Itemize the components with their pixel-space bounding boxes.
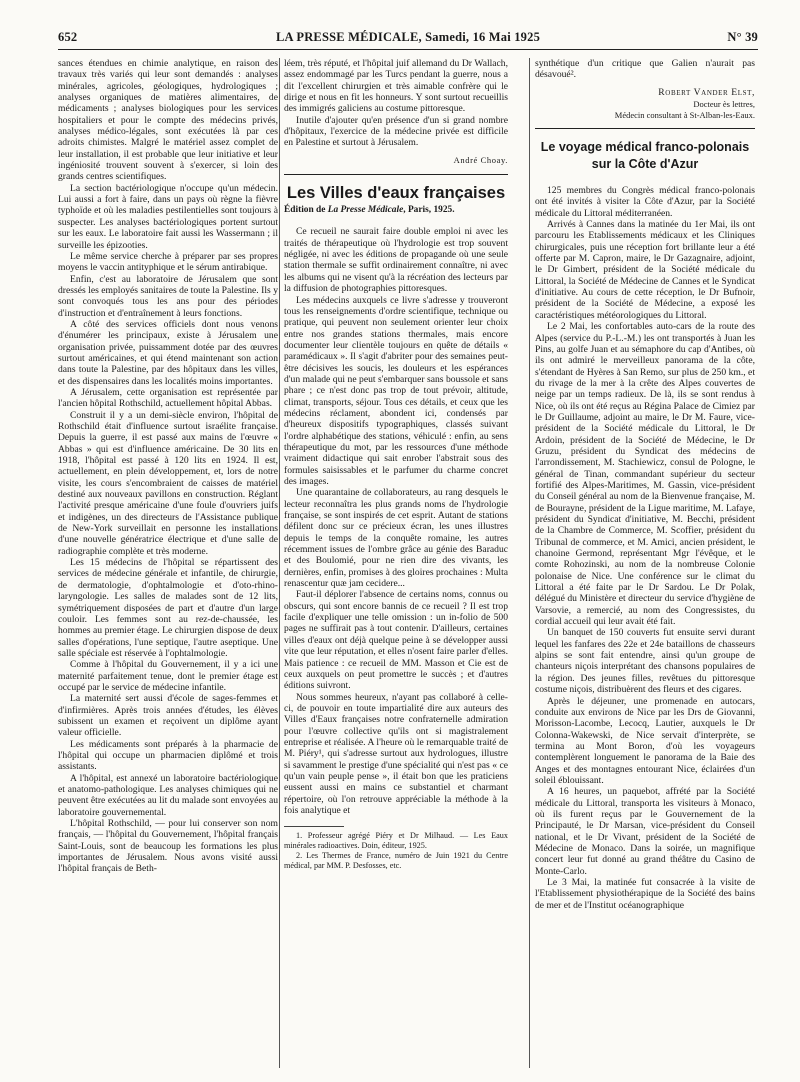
paragraph: Un banquet de 150 couverts fut ensuite servi durant lequel les fanfares des 22e et 24e bataillons de chasseurs alpins se sont fait entendre, ainsi qu'un groupe de chanteurs niçois interprétant des chansons populaires de la région. Des jeunes filles, revêtues du pittoresque costume niçois, distribuèrent des fleurs et des cigares. xyxy=(535,627,755,696)
paragraph: A côté des services officiels dont nous venons d'énumérer les principaux, existe à Jérusalem une organisation privée, puissamment dotée par des œuvres surtout américaines, et qui étend maintenant son action dans toute la Palestine, par des hôpitaux dans les villes, et des dispensaires dans les localités moins importantes. xyxy=(58,318,278,387)
paragraph: Les 15 médecins de l'hôpital se répartissent des services de médecine générale et infantile, de chirurgie, de dermatologie, d'ophtalmologie et d'oto-rhino-laryngologie. Les salles de malades sont de 12 lits, symétriquement disposées de part et d'autre d'un large couloir. Les femmes sont au rez-de-chaussée, les hommes au premier étage. Le chirurgien dispose de deux salles d'opérations, l'une septique, l'autre aseptique. Une salle spéciale est réservée à l'ophtalmologie. xyxy=(58,557,278,659)
paragraph: La maternité sert aussi d'école de sages-femmes et d'infirmières. Après trois années d'études, les élèves subissent un examen et reçoivent un diplôme ayant valeur officielle. xyxy=(58,693,278,739)
paragraph: Comme à l'hôpital du Gouvernement, il y a ici une maternité parfaitement tenue, dont le premier étage est occupé par le service de médecine infantile. xyxy=(58,659,278,693)
section-rule xyxy=(535,128,755,129)
page-number: 652 xyxy=(58,30,78,44)
paragraph: Les médicaments sont préparés à la pharmacie de l'hôpital qui occupe un pharmacien diplômé et trois assistants. xyxy=(58,738,278,773)
paragraph: léem, très réputé, et l'hôpital juif allemand du Dr Wallach, assez endommagé par les Turcs pendant la guerre, nous a dit l'excellent chirurgien et très aimable confrère qui le dirige et nous en fit les honneurs. Y sont surtout recueillis des immigrés galiciens au costume pittoresque. xyxy=(284,58,508,115)
column-3 xyxy=(535,58,755,911)
author-title: Docteur ès lettres, xyxy=(693,99,755,110)
paragraph: A 16 heures, un paquebot, affrété par la Société médicale du Littoral, transporta les visiteurs à Monaco, où ils furent reçus par le Gouvernement de la Principauté, le Dr Marsan, vice-président du Conseil national, et le Dr Vivant, président de la Société de Médecine de Monaco. Dans la soirée, un magnifique concert leur fut donné au grand théâtre du Casino de Monte-Carlo. xyxy=(535,786,755,877)
footnote: 1. Professeur agrégé Piéry et Dr Milhaud. — Les Eaux minérales radioactives. Doin, éditeur, 1925. xyxy=(284,831,508,851)
column-divider xyxy=(529,58,530,1068)
column-1 xyxy=(58,58,278,875)
paragraph: Après le déjeuner, une promenade en autocars, conduite aux environs de Nice par les Drs de Giovanni, Morisson-Lacombe, Lecocq, Lautier, auxquels le Dr Colonna-Wakewski, de Nice servait d'interprète, se termina au Mont Boron, d'où les voyageurs contemplèrent longuement le panorama de la Baie des Anges et des montagnes entourant Nice, éclairées d'un soleil éblouissant. xyxy=(535,695,755,786)
paragraph: Une quarantaine de collaborateurs, au rang desquels le lecteur reconnaîtra les plus grands noms de l'hydrologie française, se sont inspirés de cet esprit. Autant de stations défilent donc sur ce précieux écran, les unes illustres depuis le temps de la conquête romaine, les autres récemment issues de l'ombre grâce au génie des Baraduc et des Boulomié, pour ne rien dire des vivants, les dernières, enfin, promises à des gloires prochaines : Multa renascentur quæ jam cecidere... xyxy=(284,487,508,590)
paragraph: Le 2 Mai, les confortables auto-cars de la route des Alpes (service du P.-L.-M.) les ont transportés à Juan les Pins, au golfe Juan et au sémaphore du cap d'Antibes, où ils ont admiré le merveilleux panorama de la côte, s'étendant de Hyères à San Remo, sur plus de 250 km., et du rivage de la mer à la crête des Alpes couvertes de neige par un temps radieux. De là, ils se sont rendus à Nice, où ils ont été reçus au Régina Palace de Cimiez par le Dr Guillaume, adjoint au maire, le Dr M. Faure, vice-président de la Société médicale du Littoral, le Dr Ardoin, président de la Société de Médecine, le Dr Gruzu, président du Syndicat des médecins de l'arrondissement, M. Stachiewicz, consul de Pologne, le général de Tinan, commandant supérieur du secteur fortifié des Alpes-Maritimes, M. Gassin, vice-président du Conseil général au nom de la Bienvenue française, M. de Bourayne, président de la Ligue maritime, M. Lafaye, président du Syndicat d'initiative, M. Becchi, président de la Chambre de Commerce, M. Scoffier, président du Tribunal de commerce, et M. Amici, ancien président, le chanoine Germond, représentant Mgr l'évêque, et le comte Rohozinski, au nom de la nombreuse Colonie polonaise de Nice. Une conférence sur le climat du Littoral a été faite par le Dr Sardou. Le Dr Polak, délégué du Ministère et directeur du service d'hygiène de Varsovie, a remercié, au nom des Congressistes, du cordial accueil qui leur avait été fait. xyxy=(535,321,755,628)
paragraph: Arrivés à Cannes dans la matinée du 1er Mai, ils ont parcouru les Etablissements médicaux et les Cliniques chirurgicales, puis une réception fort brillante leur a été offerte par M. Capron, maire, le Dr Gazagnaire, adjoint, le Dr Gimbert, président de la Société médicale du Littoral, la Société de Médecine de Cannes et le Syndicat d'initiative. Au cours de cette réception, le Dr Bufnoir, président de la Société de Médecine, a exposé les caractéristiques météorologiques du Littoral. xyxy=(535,219,755,321)
paragraph: A l'hôpital, est annexé un laboratoire bactériologique et anatomo-pathologique. Les analyses chimiques qui ne peuvent être exécutées au lit du malade sont envoyées au laboratoire gouvernemental. xyxy=(58,772,278,818)
paragraph: sances étendues en chimie analytique, en raison des travaux très variés qui leur sont demandés : analyses minérales, agricoles, géologiques, hydrologiques ; analyses organiques de matières alimentaires, de médicaments ; analyses biologiques pour les services hospitaliers et pour le compte des médecins privés, analyses médico-légales, sont exécutées là par ces adroits chimistes. Malgré le matériel assez complet de leur installation, il est probable que leur initiative et leur ingéniosité trouvent souvent à s'exercer, si loin des grands centres scientifiques. xyxy=(58,58,278,183)
journal-name: La Presse Médicale xyxy=(327,205,404,216)
paragraph: Les médecins auxquels ce livre s'adresse y trouveront tous les renseignements d'ordre scientifique, technique ou pratique, qui peuvent non seulement orienter leur choix entre nos grandes stations thermales, mais encore documenter leur clientèle toujours en quête de détails « paramédicaux ». Il s'agit d'abriter pour des semaines peut-être décisives les soucis, les douleurs et les espérances d'un malade qui ne peut s'embarquer sans boussole et sans phare ; ce n'est donc pas trop de tout prévoir, altitude, climat, transports, séjour. Tous ces détails, et ceux que les médecins réclament, abondent ici, condensés par d'heureux dispositifs typographiques, classés suivant l'ordre alphabétique des stations, véhiculé : enfin, au sens thérapeutique du mot, par les ressources d'une méthode vraiment didactique qui sait enrober l'abstrait sous des formules saisissables et le parfumer du charme concret des images. xyxy=(284,294,508,487)
article-subtitle: Édition de La Presse Médicale, Paris, 1925. xyxy=(284,205,455,216)
paragraph: Faut-il déplorer l'absence de certains noms, connus ou obscurs, qui sont encore bannis de ce recueil ? Il est trop facile d'expliquer une telle omission : un in-folio de 500 pages ne suffirait pas à tout contenir. D'ailleurs, certaines villes d'eaux ont déjà quelque peine à se développer aussi vite que leur réputation, et elles n'osent faire parler d'elles. Mais patience : ce recueil de MM. Masson et Cie est de ceux auxquels on peut promettre le succès ; et d'autres éditions suivront. xyxy=(284,589,508,692)
issue-number: N° 39 xyxy=(727,30,758,44)
column-2 xyxy=(284,58,508,871)
paragraph: A Jérusalem, cette organisation est représentée par l'ancien hôpital Rothschild, actuellement hôpital Abbas. xyxy=(58,386,278,410)
paragraph: Inutile d'ajouter qu'en présence d'un si grand nombre d'hôpitaux, l'exercice de la médecine privée est difficile en Palestine et surtout à Jérusalem. xyxy=(284,114,508,149)
article-title: Le voyage médical franco-polonais sur la Côte d'Azur xyxy=(540,140,750,172)
section-rule xyxy=(284,174,508,175)
paragraph: 125 membres du Congrès médical franco-polonais ont été invités à visiter la Côte d'Azur, par la Société médicale du Littoral méditerranéen. xyxy=(535,185,755,219)
paragraph: Nous sommes heureux, n'ayant pas collaboré à celle-ci, de pouvoir en toute impartialité dire aux auteurs des Villes d'Eaux françaises notre confraternelle admiration pour l'œuvre collective qu'ils ont si magistralement entreprise et réalisée. A l'heure où le remarquable traité de M. Piéry¹, qui s'adresse surtout aux hydrologues, illustre si savamment le prestige d'une spécialité qui n'est pas « ce qu'un vain peuple pense », il était bon que les praticiens eussent aussi en mains ce substantiel et charmant répertoire, où l'on retrouve appréciable la méthode à la fois analytique et xyxy=(284,691,508,816)
author-signature: Robert Vander Elst, xyxy=(658,86,755,98)
paragraph: La section bactériologique n'occupe qu'un médecin. Lui aussi a fort à faire, dans un pays où règne la fièvre typhoïde et où les maladies pestilentielles sont toujours à suspecter. Les analyses bactériologiques portent surtout sur les eaux. Le laboratoire fait aussi les Wassermann ; il surveille les épizooties. xyxy=(58,182,278,251)
paragraph: Le même service cherche à préparer par ses propres moyens le vaccin antityphique et le sérum antirabique. xyxy=(58,250,278,274)
article-title: Les Villes d'eaux françaises xyxy=(286,184,506,203)
author-affiliation: Médecin consultant à St-Alban-les-Eaux. xyxy=(614,109,755,120)
column-divider xyxy=(279,58,280,1068)
paragraph: L'hôpital Rothschild, — pour lui conserver son nom français, — l'hôpital du Gouvernement, l'hôpital français Saint-Louis, sont de beaucoup les formations les plus importantes de Jérusalem. Nous avons visité aussi l'hôpital français de Beth- xyxy=(58,818,278,875)
journal-title: LA PRESSE MÉDICALE, Samedi, 16 Mai 1925 xyxy=(275,30,541,44)
paragraph: Construit il y a un demi-siècle environ, l'hôpital de Rothschild était d'influence surtout israélite française. Depuis la guerre, il est passé aux mains de l'œuvre « Abbas » qui est d'influence américaine. De 30 lits en 1918, l'hôpital est passé à 120 lits en 1924. Il est, actuellement, en plein développement, et, lors de notre visite, les cours s'encombraient de caisses de matériel destiné aux nouveaux pavillons en construction. Réglant l'activité presque américaine d'une foule d'ouvriers juifs et indigènes, un des directeurs de l'Assistance publique de New-York surveillait en personne les installations d'une nouvelle génératrice électrique et d'une salle de radiographie complète et très moderne. xyxy=(58,409,278,557)
paragraph: Enfin, c'est au laboratoire de Jérusalem que sont dressés les employés sanitaires de toute la Palestine. Ils y sont convoqués tous les ans pour des périodes d'instruction et d'entraînement à leurs fonctions. xyxy=(58,273,278,319)
paragraph: Le 3 Mai, la matinée fut consacrée à la visite de l'Etablissement physiothérapique de la Société des bains de mer et de l'Institut océanographique xyxy=(535,877,755,911)
footnote: 2. Les Thermes de France, numéro de Juin 1921 du Centre médical, par MM. P. Desfosses, etc. xyxy=(284,851,508,871)
paragraph: Ce recueil ne saurait faire double emploi ni avec les traités de thérapeutique où l'hydrologie est trop souvent négligée, ni avec les éditions de propagande où une seule station thermale se suffit ordinairement connaître, ni avec les albums qui ne visent qu'à la récréation des lecteurs par la diffusion de photographies pittoresques. xyxy=(284,226,508,295)
running-header xyxy=(58,30,758,50)
footnote-rule xyxy=(284,826,344,827)
header-rule xyxy=(58,49,758,50)
author-signature: André Choay. xyxy=(453,154,508,165)
paragraph: synthétique d'un critique que Galien n'aurait pas désavoué². xyxy=(535,58,755,81)
